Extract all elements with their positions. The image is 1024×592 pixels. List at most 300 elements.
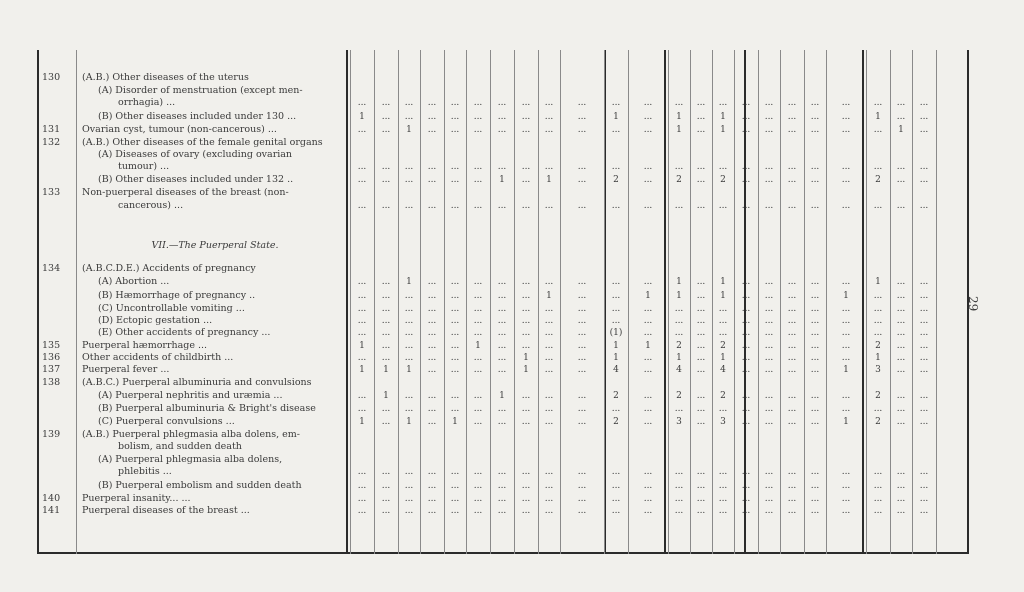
table-cell: ... [718, 481, 728, 491]
rule-line [346, 50, 348, 554]
table-cell: ... [357, 98, 367, 108]
table-cell: ... [919, 328, 929, 338]
table-cell: ... [718, 304, 728, 314]
table-cell: ... [810, 291, 820, 301]
table-cell: ... [521, 201, 531, 211]
table-cell: ... [381, 506, 391, 516]
table-cell: ... [919, 341, 929, 351]
table-cell: 4 [613, 365, 619, 375]
table-cell: ... [611, 162, 621, 172]
table-cell: 1 [383, 391, 389, 401]
table-cell: ... [427, 467, 437, 477]
table-cell: 2 [613, 391, 619, 401]
table-cell: ... [919, 353, 929, 363]
table-cell: ... [381, 417, 391, 427]
table-cell: ... [473, 353, 483, 363]
table-cell: ... [643, 112, 653, 122]
table-cell: 1 [843, 365, 849, 375]
table-cell: ... [696, 201, 706, 211]
table-cell: ... [643, 328, 653, 338]
table-cell: ... [718, 316, 728, 326]
row-number: 138 [42, 377, 61, 388]
table-cell: ... [810, 112, 820, 122]
table-cell: ... [357, 162, 367, 172]
table-cell: ... [357, 467, 367, 477]
table-cell: ... [497, 481, 507, 491]
table-cell: ... [841, 506, 851, 516]
table-cell: ... [696, 481, 706, 491]
table-cell: ... [810, 125, 820, 135]
table-cell: 1 [720, 353, 726, 363]
table-cell: ... [404, 481, 414, 491]
table-cell: ... [741, 175, 751, 185]
row-description: bolism, and sudden death [118, 441, 242, 452]
table-cell: ... [896, 175, 906, 185]
table-cell: ... [741, 404, 751, 414]
table-cell: ... [787, 316, 797, 326]
table-cell: ... [643, 506, 653, 516]
table-cell: ... [381, 316, 391, 326]
table-cell: ... [718, 98, 728, 108]
table-cell: ... [544, 467, 554, 477]
table-cell: ... [896, 365, 906, 375]
table-cell: ... [643, 417, 653, 427]
table-cell: ... [696, 341, 706, 351]
table-cell: ... [718, 201, 728, 211]
table-cell: ... [696, 365, 706, 375]
table-cell: ... [696, 391, 706, 401]
table-cell: ... [357, 316, 367, 326]
row-description: (A.B.) Other diseases of the uterus [82, 72, 249, 83]
table-cell: ... [577, 201, 587, 211]
table-cell: ... [381, 341, 391, 351]
table-cell: ... [896, 316, 906, 326]
table-cell: ... [473, 316, 483, 326]
row-description: (A.B.C.D.E.) Accidents of pregnancy [82, 263, 256, 274]
table-cell: ... [577, 328, 587, 338]
table-cell: ... [577, 316, 587, 326]
rule-line [664, 50, 666, 554]
rule-line [862, 50, 864, 554]
table-cell: ... [497, 277, 507, 287]
table-cell: ... [427, 291, 437, 301]
table-cell: ... [381, 328, 391, 338]
table-cell: ... [718, 467, 728, 477]
table-cell: ... [544, 481, 554, 491]
table-cell: ... [611, 316, 621, 326]
table-cell: ... [873, 98, 883, 108]
table-cell: 1 [546, 175, 552, 185]
table-cell: ... [404, 98, 414, 108]
table-cell: ... [427, 162, 437, 172]
table-cell: ... [404, 341, 414, 351]
table-cell: ... [473, 506, 483, 516]
table-cell: ... [764, 467, 774, 477]
table-cell: ... [896, 277, 906, 287]
table-cell: ... [427, 201, 437, 211]
table-cell: ... [497, 291, 507, 301]
table-cell: ... [427, 506, 437, 516]
table-cell: ... [741, 341, 751, 351]
table-cell: ... [497, 506, 507, 516]
table-cell: ... [381, 467, 391, 477]
table-cell: ... [473, 162, 483, 172]
table-cell: ... [718, 404, 728, 414]
table-cell: 1 [720, 112, 726, 122]
table-cell: ... [357, 353, 367, 363]
row-description: cancerous) ... [118, 200, 184, 211]
rule-line [628, 50, 629, 554]
table-cell: ... [787, 391, 797, 401]
table-cell: ... [787, 162, 797, 172]
table-cell: ... [873, 404, 883, 414]
row-number: 140 [42, 493, 61, 504]
table-cell: ... [919, 365, 929, 375]
table-cell: 2 [875, 341, 881, 351]
table-cell: ... [473, 417, 483, 427]
table-cell: ... [427, 328, 437, 338]
table-cell: ... [404, 112, 414, 122]
table-cell: ... [841, 353, 851, 363]
table-cell: ... [427, 98, 437, 108]
table-cell: ... [427, 304, 437, 314]
table-cell: ... [896, 304, 906, 314]
table-cell: ... [896, 494, 906, 504]
table-cell: ... [357, 277, 367, 287]
row-number: 137 [42, 364, 61, 375]
table-cell: ... [450, 162, 460, 172]
row-description: (C) Puerperal convulsions ... [98, 416, 235, 427]
table-cell: ... [357, 175, 367, 185]
table-cell: ... [696, 98, 706, 108]
table-cell: 1 [499, 175, 505, 185]
table-cell: ... [787, 328, 797, 338]
table-cell: ... [764, 506, 774, 516]
table-cell: ... [810, 162, 820, 172]
table-cell: ... [521, 98, 531, 108]
rule-line [37, 552, 969, 554]
table-cell: ... [787, 404, 797, 414]
table-cell: ... [521, 277, 531, 287]
table-cell: ... [473, 201, 483, 211]
table-cell: 1 [875, 353, 881, 363]
table-cell: 1 [898, 125, 904, 135]
table-cell: ... [919, 125, 929, 135]
table-cell: 1 [499, 391, 505, 401]
row-number: 136 [42, 352, 61, 363]
table-cell: ... [643, 353, 653, 363]
table-cell: ... [810, 277, 820, 287]
table-cell: ... [577, 467, 587, 477]
row-description: tumour) ... [118, 161, 170, 172]
table-cell: ... [873, 304, 883, 314]
table-cell: ... [611, 481, 621, 491]
table-cell: 1 [359, 341, 365, 351]
table-cell: ... [521, 417, 531, 427]
table-cell: 1 [359, 112, 365, 122]
table-cell: ... [497, 112, 507, 122]
table-cell: ... [741, 494, 751, 504]
table-cell: ... [919, 506, 929, 516]
table-cell: ... [841, 391, 851, 401]
table-cell: ... [643, 494, 653, 504]
table-cell: 1 [843, 291, 849, 301]
table-cell: ... [764, 404, 774, 414]
table-cell: ... [357, 125, 367, 135]
table-cell: ... [873, 506, 883, 516]
table-cell: ... [674, 404, 684, 414]
table-cell: ... [611, 506, 621, 516]
table-cell: ... [577, 404, 587, 414]
table-cell: ... [450, 353, 460, 363]
table-cell: 2 [676, 341, 682, 351]
table-cell: 1 [676, 125, 682, 135]
table-cell: ... [497, 417, 507, 427]
table-cell: ... [674, 98, 684, 108]
table-cell: ... [450, 404, 460, 414]
table-cell: ... [450, 506, 460, 516]
table-cell: ... [577, 291, 587, 301]
table-cell: ... [810, 404, 820, 414]
table-cell: ... [643, 125, 653, 135]
table-cell: ... [611, 277, 621, 287]
table-cell: ... [674, 201, 684, 211]
table-cell: ... [919, 316, 929, 326]
table-cell: ... [810, 506, 820, 516]
table-cell: ... [521, 304, 531, 314]
table-cell: ... [611, 291, 621, 301]
table-cell: 2 [875, 391, 881, 401]
table-cell: ... [577, 175, 587, 185]
table-cell: ... [577, 481, 587, 491]
table-cell: ... [696, 506, 706, 516]
table-cell: ... [643, 481, 653, 491]
table-cell: ... [674, 328, 684, 338]
table-cell: ... [764, 353, 774, 363]
table-cell: ... [381, 98, 391, 108]
table-cell: 3 [875, 365, 881, 375]
table-cell: 1 [383, 365, 389, 375]
table-cell: 2 [613, 175, 619, 185]
table-cell: 1 [720, 125, 726, 135]
row-number: 135 [42, 340, 61, 351]
table-cell: ... [787, 467, 797, 477]
table-cell: 1 [720, 291, 726, 301]
table-cell: ... [544, 391, 554, 401]
table-cell: 1 [406, 277, 412, 287]
table-cell: ... [357, 481, 367, 491]
table-cell: ... [919, 162, 929, 172]
table-cell: ... [841, 494, 851, 504]
table-cell: ... [696, 404, 706, 414]
table-cell: ... [764, 125, 774, 135]
table-cell: ... [896, 391, 906, 401]
table-cell: ... [741, 365, 751, 375]
table-cell: ... [381, 277, 391, 287]
table-cell: ... [919, 98, 929, 108]
table-cell: ... [873, 328, 883, 338]
table-cell: ... [450, 365, 460, 375]
row-description: (A.B.) Other diseases of the female genital organs [82, 137, 323, 148]
table-cell: ... [764, 494, 774, 504]
table-cell: ... [577, 417, 587, 427]
table-cell: ... [919, 391, 929, 401]
table-cell: ... [696, 417, 706, 427]
table-cell: ... [450, 277, 460, 287]
table-cell: ... [497, 328, 507, 338]
table-cell: ... [919, 304, 929, 314]
row-number: 130 [42, 72, 61, 83]
table-cell: ... [643, 277, 653, 287]
section-heading: VII.—The Puerperal State. [151, 240, 279, 251]
table-cell: ... [919, 291, 929, 301]
table-cell: ... [521, 175, 531, 185]
table-cell: ... [404, 467, 414, 477]
table-cell: ... [404, 404, 414, 414]
table-cell: ... [381, 125, 391, 135]
table-cell: ... [611, 404, 621, 414]
table-cell: ... [473, 112, 483, 122]
table-cell: ... [764, 365, 774, 375]
table-cell: ... [521, 316, 531, 326]
table-cell: ... [381, 404, 391, 414]
row-number: 131 [42, 124, 61, 135]
table-cell: ... [896, 467, 906, 477]
table-cell: ... [674, 467, 684, 477]
table-cell: ... [521, 162, 531, 172]
table-cell: ... [404, 175, 414, 185]
table-cell: 1 [613, 353, 619, 363]
table-cell: ... [787, 201, 797, 211]
table-cell: ... [919, 417, 929, 427]
table-cell: ... [381, 162, 391, 172]
table-cell: ... [810, 417, 820, 427]
table-cell: ... [450, 304, 460, 314]
table-cell: ... [787, 277, 797, 287]
table-cell: 3 [720, 417, 726, 427]
table-cell: ... [427, 417, 437, 427]
table-cell: ... [764, 175, 774, 185]
table-cell: ... [497, 316, 507, 326]
table-cell: ... [764, 277, 774, 287]
row-description: (B) Puerperal embolism and sudden death [98, 480, 302, 491]
table-cell: ... [643, 175, 653, 185]
table-cell: 2 [676, 175, 682, 185]
table-cell: ... [611, 467, 621, 477]
table-cell: ... [741, 162, 751, 172]
table-cell: ... [787, 506, 797, 516]
table-cell: ... [577, 162, 587, 172]
table-cell: ... [643, 391, 653, 401]
row-description: (A) Diseases of ovary (excluding ovarian [98, 149, 293, 160]
row-description: (B) Puerperal albuminuria & Bright's disease [98, 403, 316, 414]
table-cell: ... [764, 341, 774, 351]
table-cell: ... [473, 365, 483, 375]
table-cell: ... [841, 328, 851, 338]
table-cell: ... [427, 125, 437, 135]
row-description: (A.B.) Puerperal phlegmasia alba dolens, em- [82, 429, 300, 440]
table-cell: ... [450, 481, 460, 491]
table-cell: ... [810, 353, 820, 363]
table-cell: ... [544, 98, 554, 108]
table-cell: ... [521, 291, 531, 301]
table-cell: ... [810, 467, 820, 477]
row-number: 133 [42, 187, 61, 198]
table-cell: ... [643, 162, 653, 172]
table-cell: ... [718, 506, 728, 516]
table-cell: ... [696, 494, 706, 504]
table-cell: ... [357, 404, 367, 414]
table-cell: ... [741, 481, 751, 491]
table-cell: ... [427, 316, 437, 326]
table-cell: ... [357, 304, 367, 314]
table-cell: ... [427, 494, 437, 504]
table-cell: ... [764, 98, 774, 108]
table-cell: ... [896, 291, 906, 301]
table-cell: ... [841, 112, 851, 122]
table-cell: ... [873, 494, 883, 504]
row-description: (A) Abortion ... [98, 276, 170, 287]
table-cell: ... [643, 316, 653, 326]
table-cell: 1 [875, 277, 881, 287]
table-cell: ... [404, 304, 414, 314]
table-cell: ... [381, 481, 391, 491]
table-cell: ... [810, 494, 820, 504]
table-cell: ... [764, 391, 774, 401]
table-cell: ... [896, 404, 906, 414]
table-cell: ... [810, 365, 820, 375]
table-cell: ... [450, 201, 460, 211]
table-cell: ... [841, 481, 851, 491]
table-cell: 1 [546, 291, 552, 301]
table-cell: ... [473, 175, 483, 185]
table-cell: ... [810, 391, 820, 401]
table-cell: ... [357, 506, 367, 516]
table-cell: ... [497, 201, 507, 211]
table-cell: ... [473, 404, 483, 414]
table-cell: ... [450, 316, 460, 326]
table-cell: ... [497, 341, 507, 351]
table-cell: ... [674, 494, 684, 504]
table-cell: 1 [720, 277, 726, 287]
table-cell: ... [810, 175, 820, 185]
table-cell: ... [787, 481, 797, 491]
table-cell: ... [577, 391, 587, 401]
table-cell: ... [427, 481, 437, 491]
table-cell: ... [696, 112, 706, 122]
table-cell: ... [381, 291, 391, 301]
table-cell: 1 [676, 353, 682, 363]
table-cell: ... [497, 304, 507, 314]
table-cell: ... [741, 277, 751, 287]
table-cell: ... [497, 494, 507, 504]
row-description: Puerperal insanity... ... [82, 493, 191, 504]
table-cell: 1 [359, 417, 365, 427]
row-description: (E) Other accidents of pregnancy ... [98, 327, 271, 338]
row-number: 134 [42, 263, 61, 274]
table-cell: ... [841, 277, 851, 287]
table-cell: ... [787, 175, 797, 185]
table-cell: 1 [613, 341, 619, 351]
table-cell: 1 [406, 417, 412, 427]
table-cell: ... [357, 291, 367, 301]
table-cell: ... [497, 365, 507, 375]
table-cell: ... [896, 353, 906, 363]
table-cell: ... [473, 481, 483, 491]
table-cell: ... [841, 125, 851, 135]
table-cell: ... [873, 467, 883, 477]
table-cell: ... [577, 112, 587, 122]
